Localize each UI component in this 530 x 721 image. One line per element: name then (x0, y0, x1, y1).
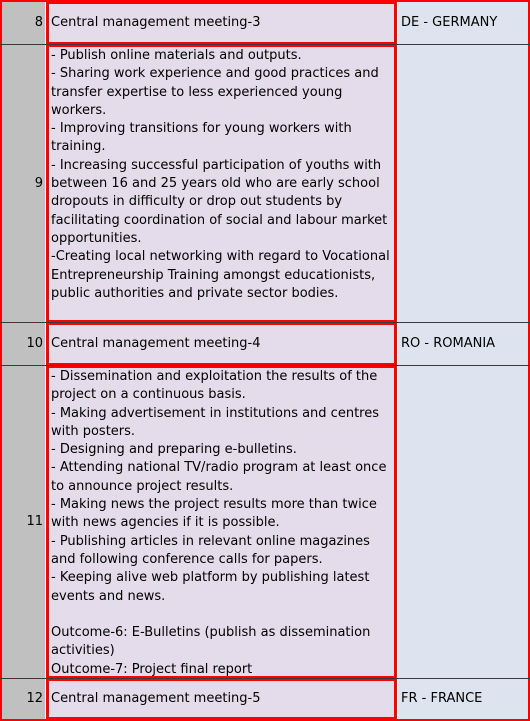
row-number-cell (2, 679, 46, 719)
country-cell (397, 679, 528, 719)
country-cell (397, 323, 528, 365)
task-text: - Publish online materials and outputs. - Sharing work experience and good practices and transfer expertise to less experienced young workers. - Improving transitions for young workers with training. - Increasing successful participation of youths with between 16 and 25 years old who are early school dropouts in difficulty or drop out students by facilitating coordination of social and labour market opportunities. -Creating local networking with regard to Vocational Entrepreneurship Training amongst educationists, public authorities and private sector bodies. (51, 48, 390, 301)
table-row (0, 2, 530, 44)
task-text: Central management meeting-4 (51, 335, 261, 351)
country-cell (397, 366, 528, 678)
task-cell (47, 366, 396, 678)
country-cell (397, 45, 528, 322)
table-row (0, 323, 530, 365)
row-number: 12 (26, 690, 43, 706)
table-row (0, 679, 530, 719)
table-row (0, 45, 530, 322)
row-number: 8 (34, 14, 43, 30)
task-text: Central management meeting-5 (51, 690, 261, 706)
task-text: Central management meeting-3 (51, 14, 261, 30)
task-cell (47, 679, 396, 719)
row-number: 9 (34, 175, 43, 191)
task-cell (47, 45, 396, 322)
row-number: 11 (26, 513, 43, 529)
row-number-cell (2, 2, 46, 44)
country-cell (397, 2, 528, 44)
task-text: - Dissemination and exploitation the results of the project on a continuous basis. - Making advertisement in institutions and centres with posters. - Designing and preparing e-bulletins. - Attending national TV/radio program at least once to announce project results. - Making news the project results more than twice with news agencies if it is possible. - Publishing articles in relevant online magazines and following conference calls for papers. - Keeping alive web platform by publishing latest events and news. Outcome-6: E-Bulletins (publish as dissemination activities) Outcome-7: Project final report (51, 369, 387, 677)
row-number-cell (2, 45, 46, 322)
task-cell (47, 323, 396, 365)
country-text: FR - FRANCE (401, 690, 483, 706)
country-text: DE - GERMANY (401, 14, 498, 30)
country-text: RO - ROMANIA (401, 335, 496, 351)
task-cell (47, 2, 396, 44)
table-row (0, 366, 530, 678)
row-number-cell (2, 366, 46, 678)
row-number-cell (2, 323, 46, 365)
row-number: 10 (26, 335, 43, 351)
